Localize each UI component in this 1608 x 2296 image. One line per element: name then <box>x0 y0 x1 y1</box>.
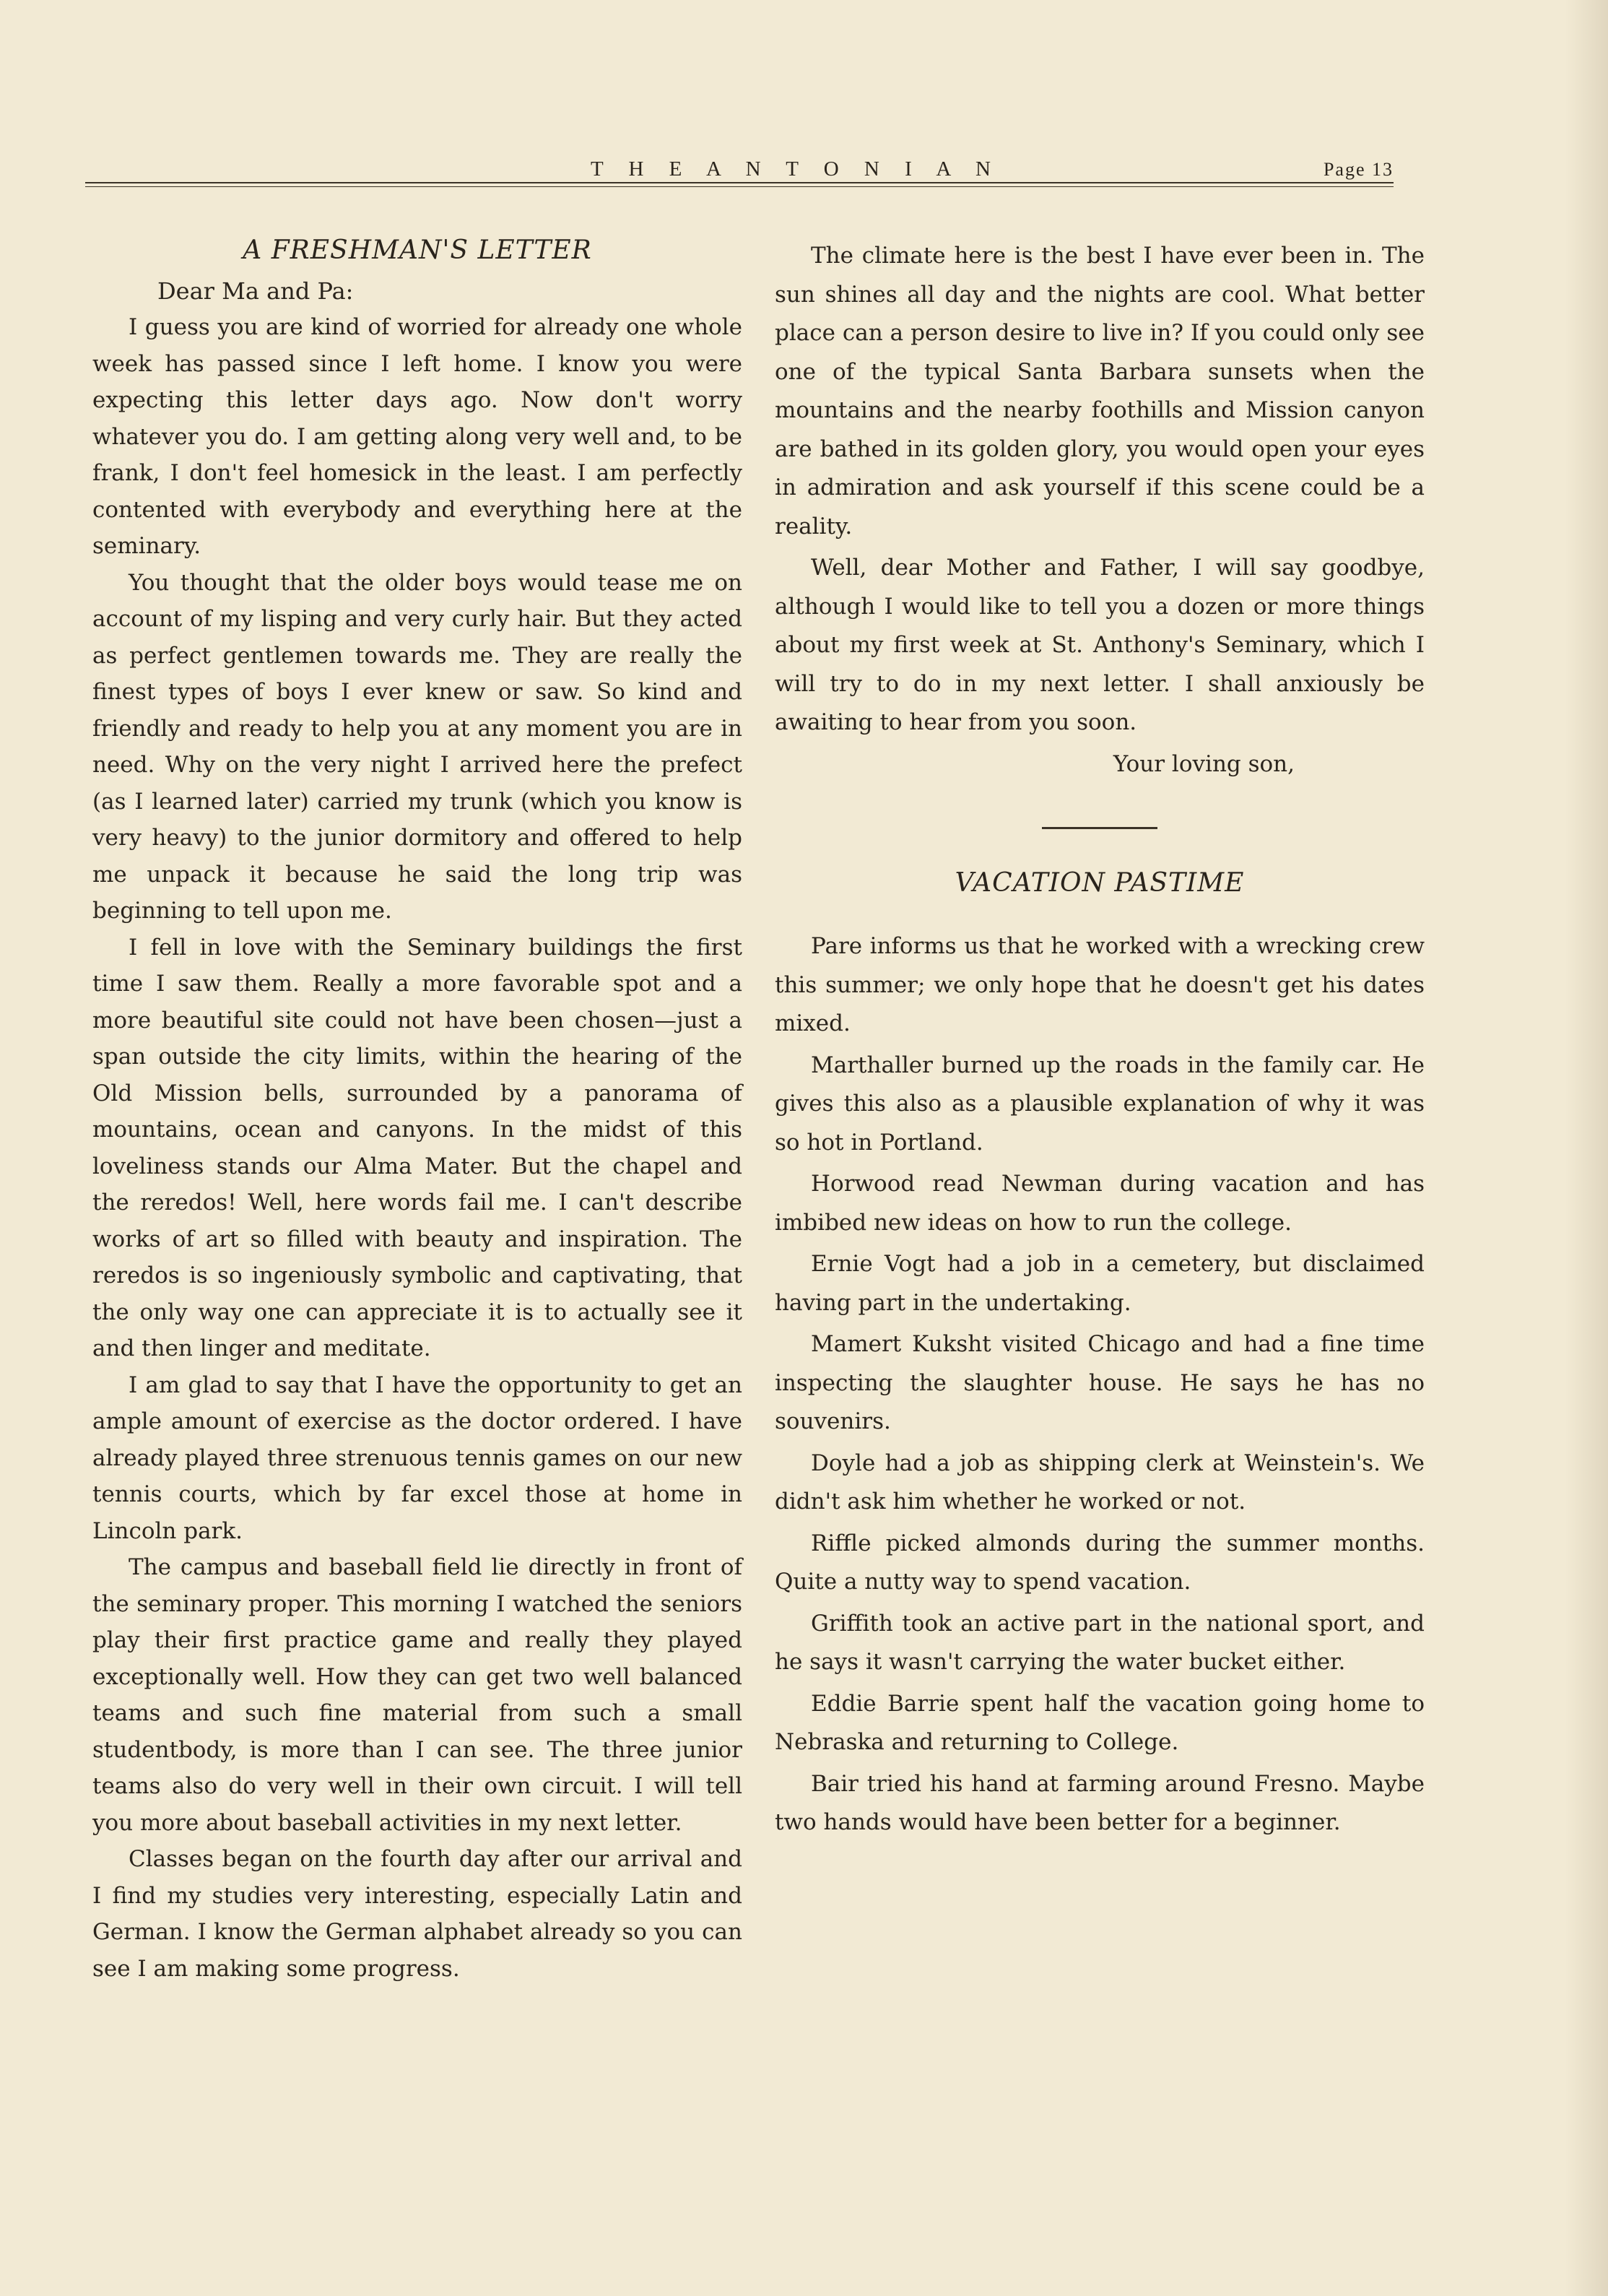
vacation-paragraph: Eddie Barrie spent half the vacation going home to Nebraska and returning to College. <box>775 1690 1425 1755</box>
vacation-paragraph: Griffith took an active part in the national sport, and he says it wasn't carrying the water bucket either. <box>775 1610 1425 1675</box>
letter-paragraph: The climate here is the best I have ever been in. The sun shines all day and the nights are cool. What better place can a person desire to live in? If you could only see one of the typical Santa Barbara sunsets when the mountains and the nearby foothills and Mission canyon are bathed in its golden glory, you would open your eyes in admiration and ask yourself if this scene could be a reality. <box>775 243 1425 540</box>
letter-closing: Your loving son, <box>1113 750 1295 777</box>
masthead: T H E A N T O N I A N <box>591 157 1001 181</box>
page-number: Page 13 <box>1323 159 1394 180</box>
letter-paragraph: You thought that the older boys would tease me on account of my lisping and very curly hair. But they acted as perfect gentlemen towards me. They are really the finest types of boys I ever knew or saw. So kind and friendly and ready to help you at any moment you are in need. Why on the very night I arrived here the prefect (as I learned later) carried my trunk (which you know is very heavy) to the junior dormitory and offered to help me unpack it because he said the long trip was beginning to tell upon me. <box>92 569 742 924</box>
letter-paragraph: I fell in love with the Seminary buildings the first time I saw them. Really a more favorable spot and a more beautiful site could not have been chosen—just a span outside the city limits, within the hearing of the Old Mission bells, surrounded by a panorama of mountains, ocean and canyons. In the midst of this loveliness stands our Alma Mater. But the chapel and the reredos! Well, here words fail me. I can't describe works of art so filled with beauty and inspiration. The reredos is so ingeniously symbolic and captivating, that the only way one can appreciate it is to actually see it and then linger and meditate. <box>92 934 742 1361</box>
vacation-paragraph: Pare informs us that he worked with a wrecking crew this summer; we only hope that he doesn't get his dates mixed. <box>775 933 1425 1036</box>
vacation-paragraph: Horwood read Newman during vacation and has imbibed new ideas on how to run the college. <box>775 1171 1425 1236</box>
left-column <box>92 233 742 1987</box>
letter-paragraph: The campus and baseball field lie directly in front of the seminary proper. This morning I watched the seniors play their first practice game and really they played exceptionally well. How they can get two well balanced teams and such fine material from such a small studentbody, is more than I can see. The three junior teams also do very well in their own circuit. I will tell you more about baseball activities in my next letter. <box>92 1554 742 1836</box>
letter-title: A FRESHMAN'S LETTER <box>243 235 592 265</box>
letter-paragraph: I am glad to say that I have the opportunity to get an ample amount of exercise as the doctor ordered. I have already played three strenuous tennis games on our new tennis courts, which by far excel those at home in Lincoln park. <box>92 1372 742 1544</box>
letter-paragraph: Well, dear Mother and Father, I will say goodbye, although I would like to tell you a dozen or more things about my first week at St. Anthony's Seminary, which I will try to do in my next letter. I shall anxiously be awaiting to hear from you soon. <box>775 555 1425 735</box>
right-column <box>775 237 1425 1845</box>
header-rule <box>85 182 1394 183</box>
vacation-title: VACATION PASTIME <box>955 868 1245 898</box>
vacation-paragraph: Ernie Vogt had a job in a cemetery, but disclaimed having part in the undertaking. <box>775 1251 1425 1316</box>
header-rule-thin <box>85 186 1394 187</box>
page-edge-shadow <box>1565 0 1608 2296</box>
vacation-paragraph: Marthaller burned up the roads in the family car. He gives this also as a plausible explanation of why it was so hot in Portland. <box>775 1052 1425 1156</box>
vacation-paragraph: Riffle picked almonds during the summer months. Quite a nutty way to spend vacation. <box>775 1530 1425 1595</box>
vacation-paragraph: Bair tried his hand at farming around Fresno. Maybe two hands would have been better for a beginner. <box>775 1770 1425 1835</box>
letter-paragraph: Classes began on the fourth day after our arrival and I find my studies very interesting, especially Latin and German. I know the German alphabet already so you can see I am making some progress. <box>92 1846 742 1982</box>
letter-paragraph: I guess you are kind of worried for already one whole week has passed since I left home. I know you were expecting this letter days ago. Now don't worry whatever you do. I am getting along very well and, to be frank, I don't feel homesick in the least. I am perfectly contented with everybody and everything here at the seminary. <box>92 314 742 559</box>
letter-salutation: Dear Ma and Pa: <box>157 277 354 305</box>
vacation-paragraph: Mamert Kuksht visited Chicago and had a fine time inspecting the slaughter house. He says he has no souvenirs. <box>775 1331 1425 1434</box>
section-divider <box>1042 827 1157 829</box>
vacation-paragraph: Doyle had a job as shipping clerk at Weinstein's. We didn't ask him whether he worked or not. <box>775 1450 1425 1515</box>
